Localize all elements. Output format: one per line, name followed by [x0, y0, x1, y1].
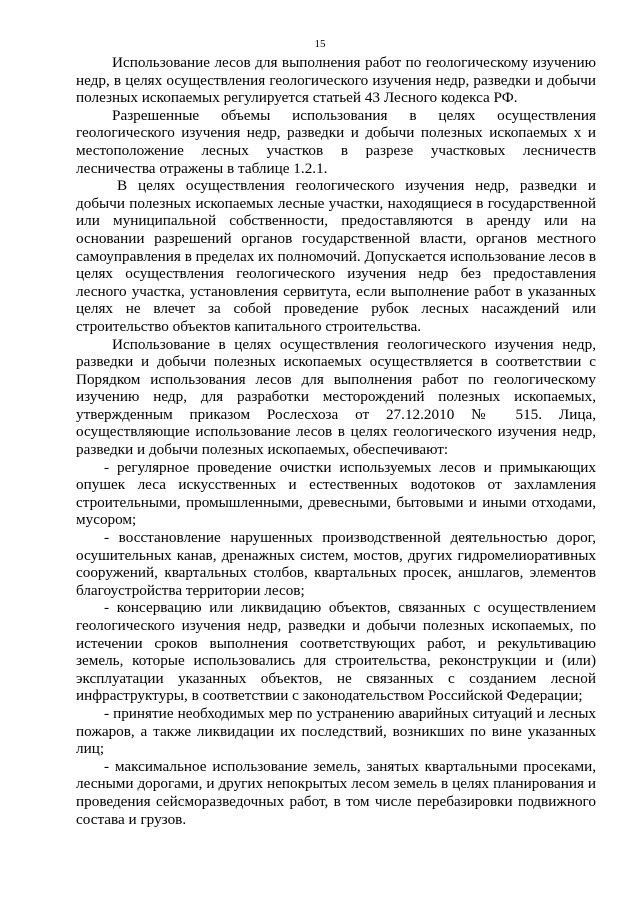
- document-body: [76, 54, 596, 828]
- list-item-cleaning: - регулярное проведение очистки используемых лесов и примыкающих опушек леса искусственных и естественных водотоков от захламления строительными, промышленными, древесными, бытовыми и иными отходами, мусором;: [76, 458, 596, 529]
- paragraph-permitted-volumes: Разрешенные объемы использования в целях осуществления геологического изучения недр, разведки и добычи полезных ископаемых х и местоположение лесных участков в разрезе участковых лесничеств лесничества отражены в таблице 1.2.1.: [76, 106, 596, 177]
- page-number: 15: [314, 38, 326, 50]
- paragraph-land-provision: В целях осуществления геологического изучения недр, разведки и добычи полезных ископаемых лесные участки, находящиеся в государственной или муниципальной собственности, предоставляются в аренду или на основании разрешений органов государственной власти, органов местного самоуправления в пределах их полномочий. Допускается использование лесов в целях осуществления геологического изучения недр без предоставления лесного участка, установления сервитута, если выполнение работ в указанных целях не влечет за собой проведение рубок лесных насаждений или строительство объектов капитального строительства.: [76, 177, 596, 335]
- paragraph-procedure: Использование в целях осуществления геологического изучения недр, разведки и добычи полезных ископаемых осуществляется в соответствии с Порядком использования лесов для выполнения работ по геологическому изучению недр, для разработки месторождений полезных ископаемых, утвержденным приказом Рослесхоза от 27.12.2010 № 515. Лица, осуществляющие использование лесов в целях геологического изучения недр, разведки и добычи полезных ископаемых, обеспечивают:: [76, 335, 596, 459]
- list-item-emergency-measures: - принятие необходимых мер по устранению аварийных ситуаций и лесных пожаров, а также ликвидации их последствий, возникших по вине указанных лиц;: [76, 704, 596, 758]
- list-item-conservation: - консервацию или ликвидацию объектов, связанных с осуществлением геологического изучения недр, разведки и добычи полезных ископаемых, по истечении сроков выполнения соответствующих работ, и рекультивацию земель, которые использовались для строительства, реконструкции и (или) эксплуатации указанных объектов, не связанных с созданием лесной инфраструктуры, в соответствии с законодательством Российской Федерации;: [76, 599, 596, 705]
- list-item-land-use: - максимальное использование земель, занятых квартальными просеками, лесными дорогами, и других непокрытых лесом земель в целях планирования и проведения сейсморазведочных работ, в том числе перебазировки подвижного состава и грузов.: [76, 757, 596, 828]
- paragraph-forest-use-basis: Использование лесов для выполнения работ по геологическому изучению недр, в целях осуществления геологического изучения недр, разведки и добычи полезных ископаемых регулируется статьей 43 Лесного кодекса РФ.: [76, 54, 596, 107]
- list-item-restoration: - восстановление нарушенных производственной деятельностью дорог, осушительных канав, дренажных систем, мостов, других гидромелиоративных сооружений, квартальных столбов, квартальных просек, аншлагов, элементов благоустройства территории лесов;: [76, 529, 596, 599]
